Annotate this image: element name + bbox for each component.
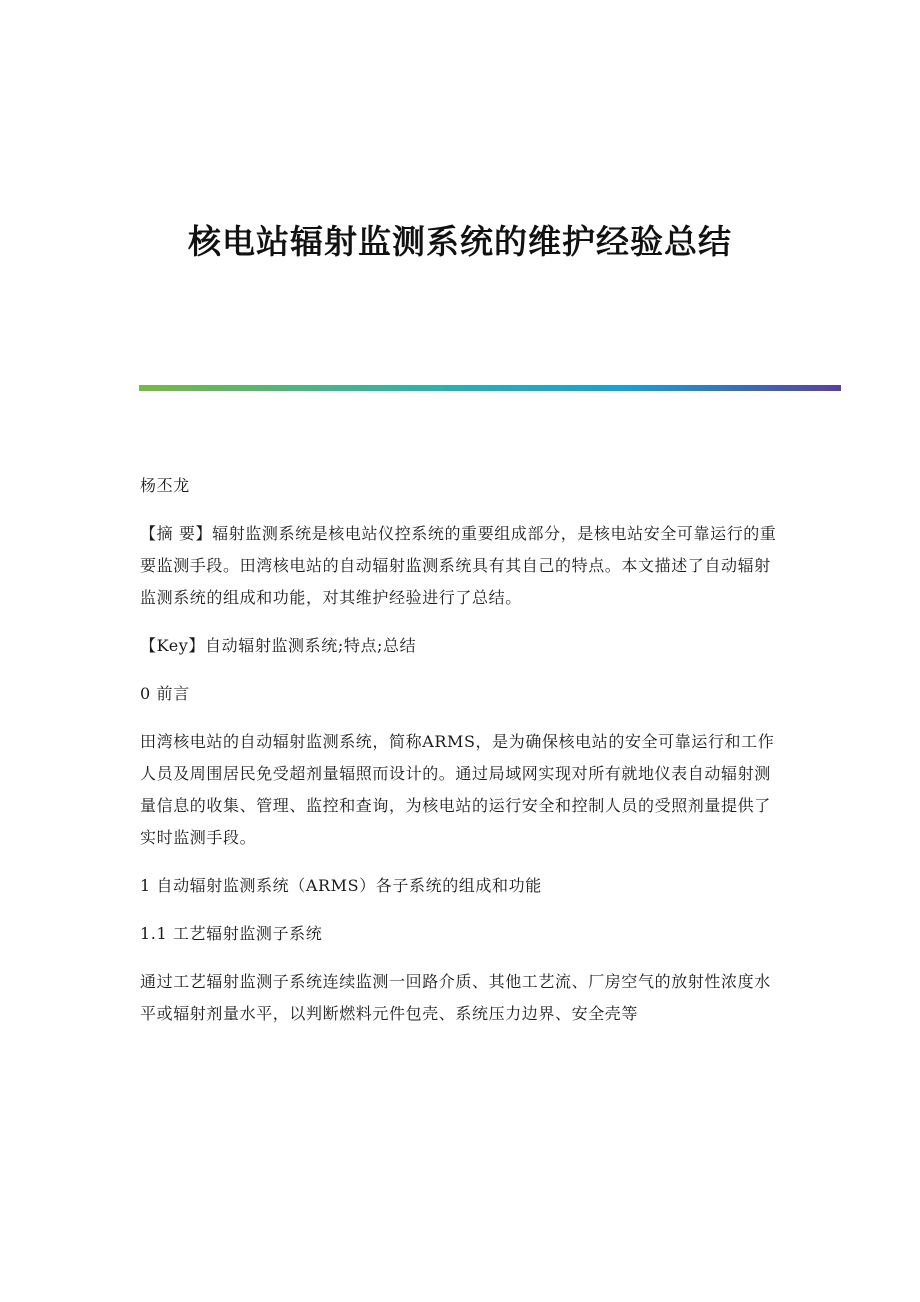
section-body-preface: 田湾核电站的自动辐射监测系统，简称ARMS，是为确保核电站的安全可靠运行和工作人员及周围居民免受超剂量辐照而设计的。通过局域网实现对所有就地仪表自动辐射测量信息的收集、管理、监控和查询，为核电站的运行安全和控制人员的受照剂量提供了实时监测手段。 <box>140 732 775 847</box>
document-body <box>140 470 780 1046</box>
keywords-paragraph <box>140 630 780 662</box>
author-name: 杨丕龙 <box>140 476 190 495</box>
document-title: 核电站辐射监测系统的维护经验总结 <box>188 222 732 261</box>
section-heading-process: 1.1 工艺辐射监测子系统 <box>140 924 323 943</box>
section-heading-arms: 1 自动辐射监测系统（ARMS）各子系统的组成和功能 <box>140 876 542 895</box>
title-divider <box>139 385 841 391</box>
keywords-label: 【Key】 <box>140 636 206 655</box>
abstract-text: 辐射监测系统是核电站仪控系统的重要组成部分，是核电站安全可靠运行的重要监测手段。田湾核电站的自动辐射监测系统具有其自己的特点。本文描述了自动辐射监测系统的组成和功能，对其维护经验进行了总结。 <box>140 524 777 607</box>
section-heading-preface: 0 前言 <box>140 684 190 703</box>
abstract-paragraph <box>140 518 780 614</box>
section-body-process: 通过工艺辐射监测子系统连续监测一回路介质、其他工艺流、厂房空气的放射性浓度水平或辐射剂量水平，以判断燃料元件包壳、系统压力边界、安全壳等 <box>140 972 771 1023</box>
abstract-label: 【摘 要】 <box>140 524 213 543</box>
keywords-text: 自动辐射监测系统;特点;总结 <box>205 636 417 655</box>
